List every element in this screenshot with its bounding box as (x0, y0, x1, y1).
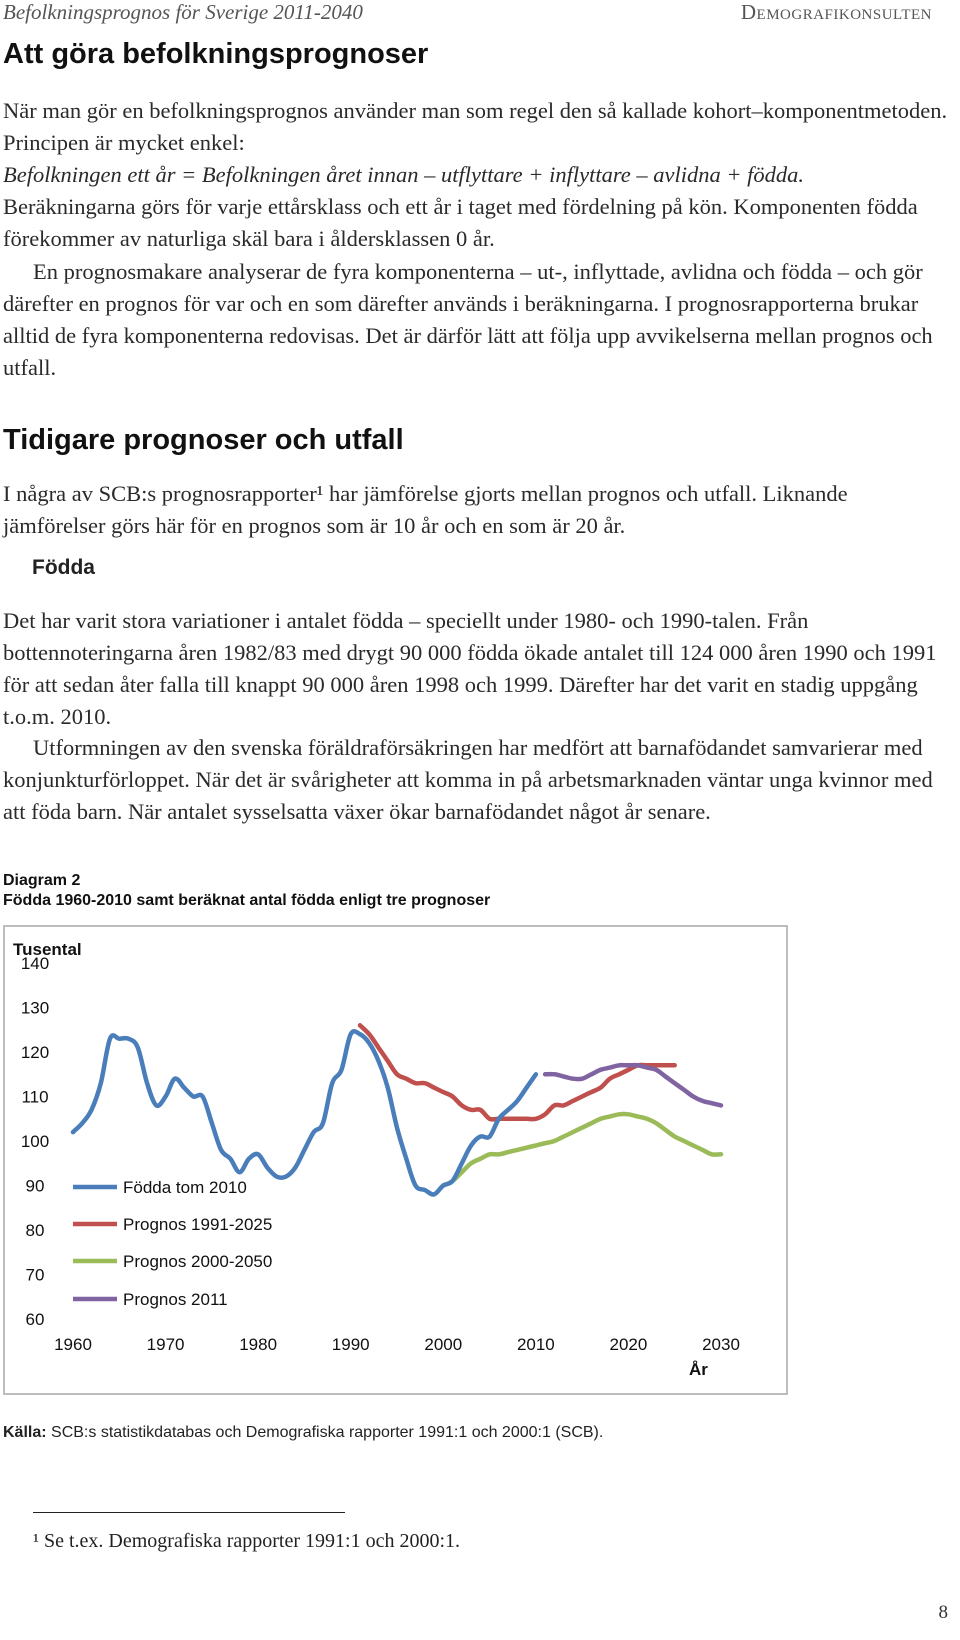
section-heading: Att göra befolkningsprognoser (3, 38, 429, 70)
paragraph-text: Beräkningarna görs för varje ettårsklass och ett år i taget med fördelning på kön. Komponenten födda förekommer av naturliga skäl bara i åldersklassen 0 år. (3, 194, 918, 251)
formula: Befolkningen ett år = Befolkningen året innan – utflyttare + inflyttare – avlidna + födda. (3, 162, 805, 187)
x-tick-label: 1980 (239, 1335, 278, 1354)
footnote: ¹ Se t.ex. Demografiska rapporter 1991:1 och 2000:1. (33, 1530, 461, 1552)
y-tick-label: 60 (25, 1310, 45, 1329)
y-tick-label: 120 (20, 1043, 50, 1062)
births-chart (5, 927, 786, 1393)
y-tick-label: 130 (20, 998, 50, 1018)
paragraph-text: När man gör en befolkningsprognos använder man som regel den så kallade kohort–komponentmetoden. Principen är mycket enkel: (3, 98, 948, 155)
legend-label: Prognos 2000-2050 (123, 1252, 273, 1271)
x-tick-label: 2010 (516, 1335, 555, 1354)
paragraph-components: En prognosmakare analyserar de fyra komponenterna – ut-, inflyttade, avlidna och födda – och gör därefter en prognos för var och en som därefter används i beräkningarna. I prognosrapporterna brukar alltid de fyra komponenterna redovisas. Det är därför lätt att följa upp avvikelserna mellan prognos och utfall. (3, 259, 933, 380)
x-axis-label: År (689, 1360, 708, 1379)
source-note (3, 1424, 603, 1442)
section-heading: Tidigare prognoser och utfall (3, 424, 404, 456)
y-tick-label: 100 (20, 1132, 50, 1151)
running-header-title: Befolkningsprognos för Sverige 2011-2040 (3, 0, 363, 24)
paragraph-comparison: I några av SCB:s prognosrapporter¹ har jämförelse gjorts mellan prognos och utfall. Liknande jämförelser görs här för en prognos som är 10 år och en som är 20 år. (3, 481, 848, 538)
series-line-prognos-1991 (360, 1025, 675, 1119)
series-line-prognos-2000 (443, 1114, 721, 1186)
subheading: Födda (32, 556, 95, 579)
x-tick-label: 1990 (331, 1335, 370, 1354)
legend-label: Födda tom 2010 (123, 1178, 247, 1197)
paragraph-births: Det har varit stora variationer i antalet födda – speciellt under 1980- och 1990-talen. Från bottennoteringarna åren 1982/83 med drygt 90 000 födda ökade antalet till 124 000 åren 1990 och 1991 för att sedan åter falla till knappt 90 000 åren 1998 och 1999. Därefter har det varit en stadig uppgång t.o.m. 2010. (3, 608, 937, 729)
paragraph-method (3, 95, 953, 255)
footnote-divider (33, 1512, 345, 1513)
running-header-author: Demografikonsulten (740, 0, 932, 24)
paragraph-insurance: Utformningen av den svenska föräldraförsäkringen har medfört att barnafödandet samvarierar med konjunkturförloppet. När det är svårigheter att komma in på arbetsmarknaden väntar unga kvinnor med att föda barn. När antalet sysselsatta växer ökar barnafödandet något år senare. (3, 735, 933, 824)
legend-label: Prognos 1991-2025 (123, 1215, 273, 1234)
source-text: SCB:s statistikdatabas och Demografiska rapporter 1991:1 och 2000:1 (SCB). (51, 1424, 604, 1441)
y-tick-label: 110 (21, 1087, 49, 1107)
diagram-number: Diagram 2 (3, 872, 81, 889)
legend-label: Prognos 2011 (123, 1290, 228, 1309)
x-tick-label: 1960 (54, 1335, 92, 1354)
diagram-title: Födda 1960-2010 samt beräknat antal födda enligt tre prognoser (3, 892, 491, 909)
y-tick-label: 70 (25, 1265, 45, 1285)
x-tick-label: 2020 (609, 1335, 648, 1354)
x-tick-label: 1970 (146, 1335, 185, 1354)
source-label: Källa: (3, 1424, 47, 1441)
x-tick-label: 2030 (702, 1335, 740, 1354)
y-tick-label: 80 (25, 1221, 45, 1240)
x-tick-label: 2000 (424, 1335, 463, 1354)
y-tick-label: 140 (20, 954, 50, 973)
page-number: 8 (938, 1602, 948, 1623)
y-tick-label: 90 (25, 1176, 45, 1196)
y-axis-label: Tusental (13, 940, 82, 959)
chart-frame (3, 925, 788, 1395)
